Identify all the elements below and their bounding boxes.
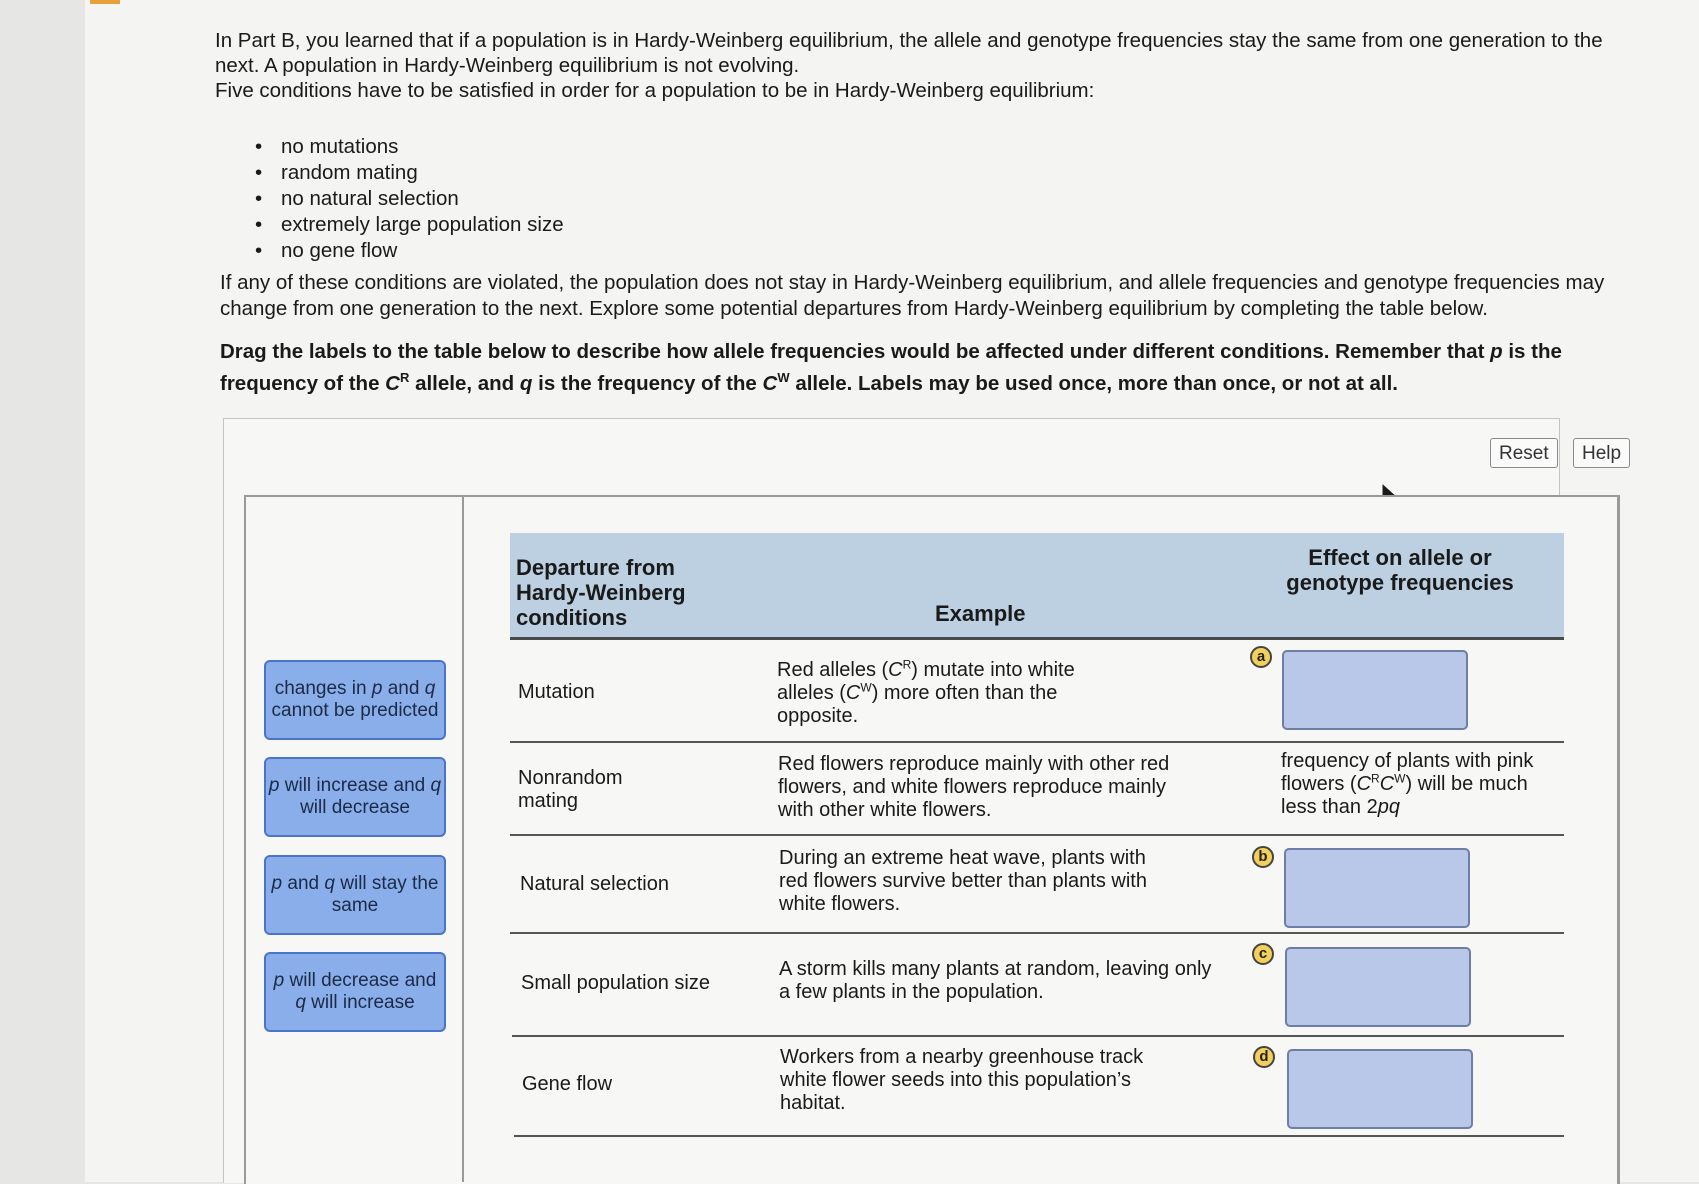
row-mutation-example: Red alleles $(C^R)$ mutate into white alleles $(C^W)$ more often than the opposite. [777,657,1075,727]
label-stay-same[interactable]: p and q will stay the same [264,855,446,935]
row-divider [510,932,1564,934]
row-divider [510,834,1564,836]
help-button[interactable]: Help [1573,438,1630,468]
row-divider [512,1035,1564,1037]
zone-marker-c: c [1252,943,1274,965]
label-p-decrease-q-increase[interactable]: p will decrease and q will increase [264,952,446,1032]
condition-item: • extremely large population size [255,212,564,238]
intro-line-1: In Part B, you learned that if a population is in Hardy-Weinberg equilibrium, the allele and genotype frequencies stay the same from one generation to the next. A population in Hardy-Weinberg equilibrium is not evolving. [215,29,1603,77]
condition-item: • no natural selection [255,186,564,212]
zone-marker-b: b [1252,846,1274,868]
accent-bar [90,0,120,4]
drop-zone-c[interactable] [1285,947,1471,1027]
row-nonrandom-example: Red flowers reproduce mainly with other red flowers, and white flowers reproduce mainly with other white flowers. [778,753,1170,821]
label-p-increase-q-decrease[interactable]: p will increase and q will decrease [264,757,446,837]
zone-marker-a: a [1250,646,1272,668]
header-example: Example [935,601,1026,626]
condition-item: • random mating [255,160,564,186]
header-effect: Effect on allele or genotype frequencies [1286,545,1514,595]
drop-zone-d[interactable] [1287,1049,1473,1129]
intro-text [215,28,1615,103]
condition-item: • no mutations [255,134,564,160]
row-selection-departure: Natural selection [520,873,669,895]
zone-marker-d: d [1253,1046,1275,1068]
intro-line-2: Five conditions have to be satisfied in order for a population to be in Hardy-Weinberg equilibrium: [215,79,1095,102]
row-mutation-departure: Mutation [518,681,595,703]
row-nonrandom-departure: Nonrandom mating [518,767,623,812]
row-selection-example: During an extreme heat wave, plants with red flowers survive better than plants with white flowers. [779,847,1147,915]
row-gene-flow-departure: Gene flow [522,1073,613,1095]
row-small-pop-example: A storm kills many plants at random, leaving only a few plants in the population. [779,958,1212,1003]
violation-text: If any of these conditions are violated, the population does not stay in Hardy-Weinberg equilibrium, and allele frequencies and genotype frequencies may change from one generation to the next. Explore some potential departures from Hardy-Weinberg equilibrium by completing the table below. [220,271,1605,320]
row-nonrandom-effect: frequency of plants with pink flowers $(C^RC^W)$ will be much less than 2pq [1281,750,1534,818]
label-tray-divider [462,497,464,1182]
conditions-list [255,134,564,264]
label-unpredictable[interactable]: changes in p and q cannot be predicted [264,660,446,740]
row-small-pop-departure: Small population size [521,972,710,994]
drop-zone-b[interactable] [1284,848,1470,928]
reset-button[interactable]: Reset [1490,438,1558,468]
row-gene-flow-example: Workers from a nearby greenhouse track white flower seeds into this population’s habitat. [780,1046,1144,1114]
header-departure: Departure from Hardy-Weinberg conditions [516,555,686,630]
drop-zone-a[interactable] [1282,650,1468,730]
condition-item: • no gene flow [255,238,564,264]
row-divider [514,1135,1564,1137]
row-divider [510,741,1564,743]
instructions-text: Drag the labels to the table below to describe how allele frequencies would be affected under different conditions. Remember that p is the frequency of the $C^R$ allele, and q is the frequency of the $C^W$ allele. Labels may be used once, more than once, or not at all. [220,340,1562,395]
